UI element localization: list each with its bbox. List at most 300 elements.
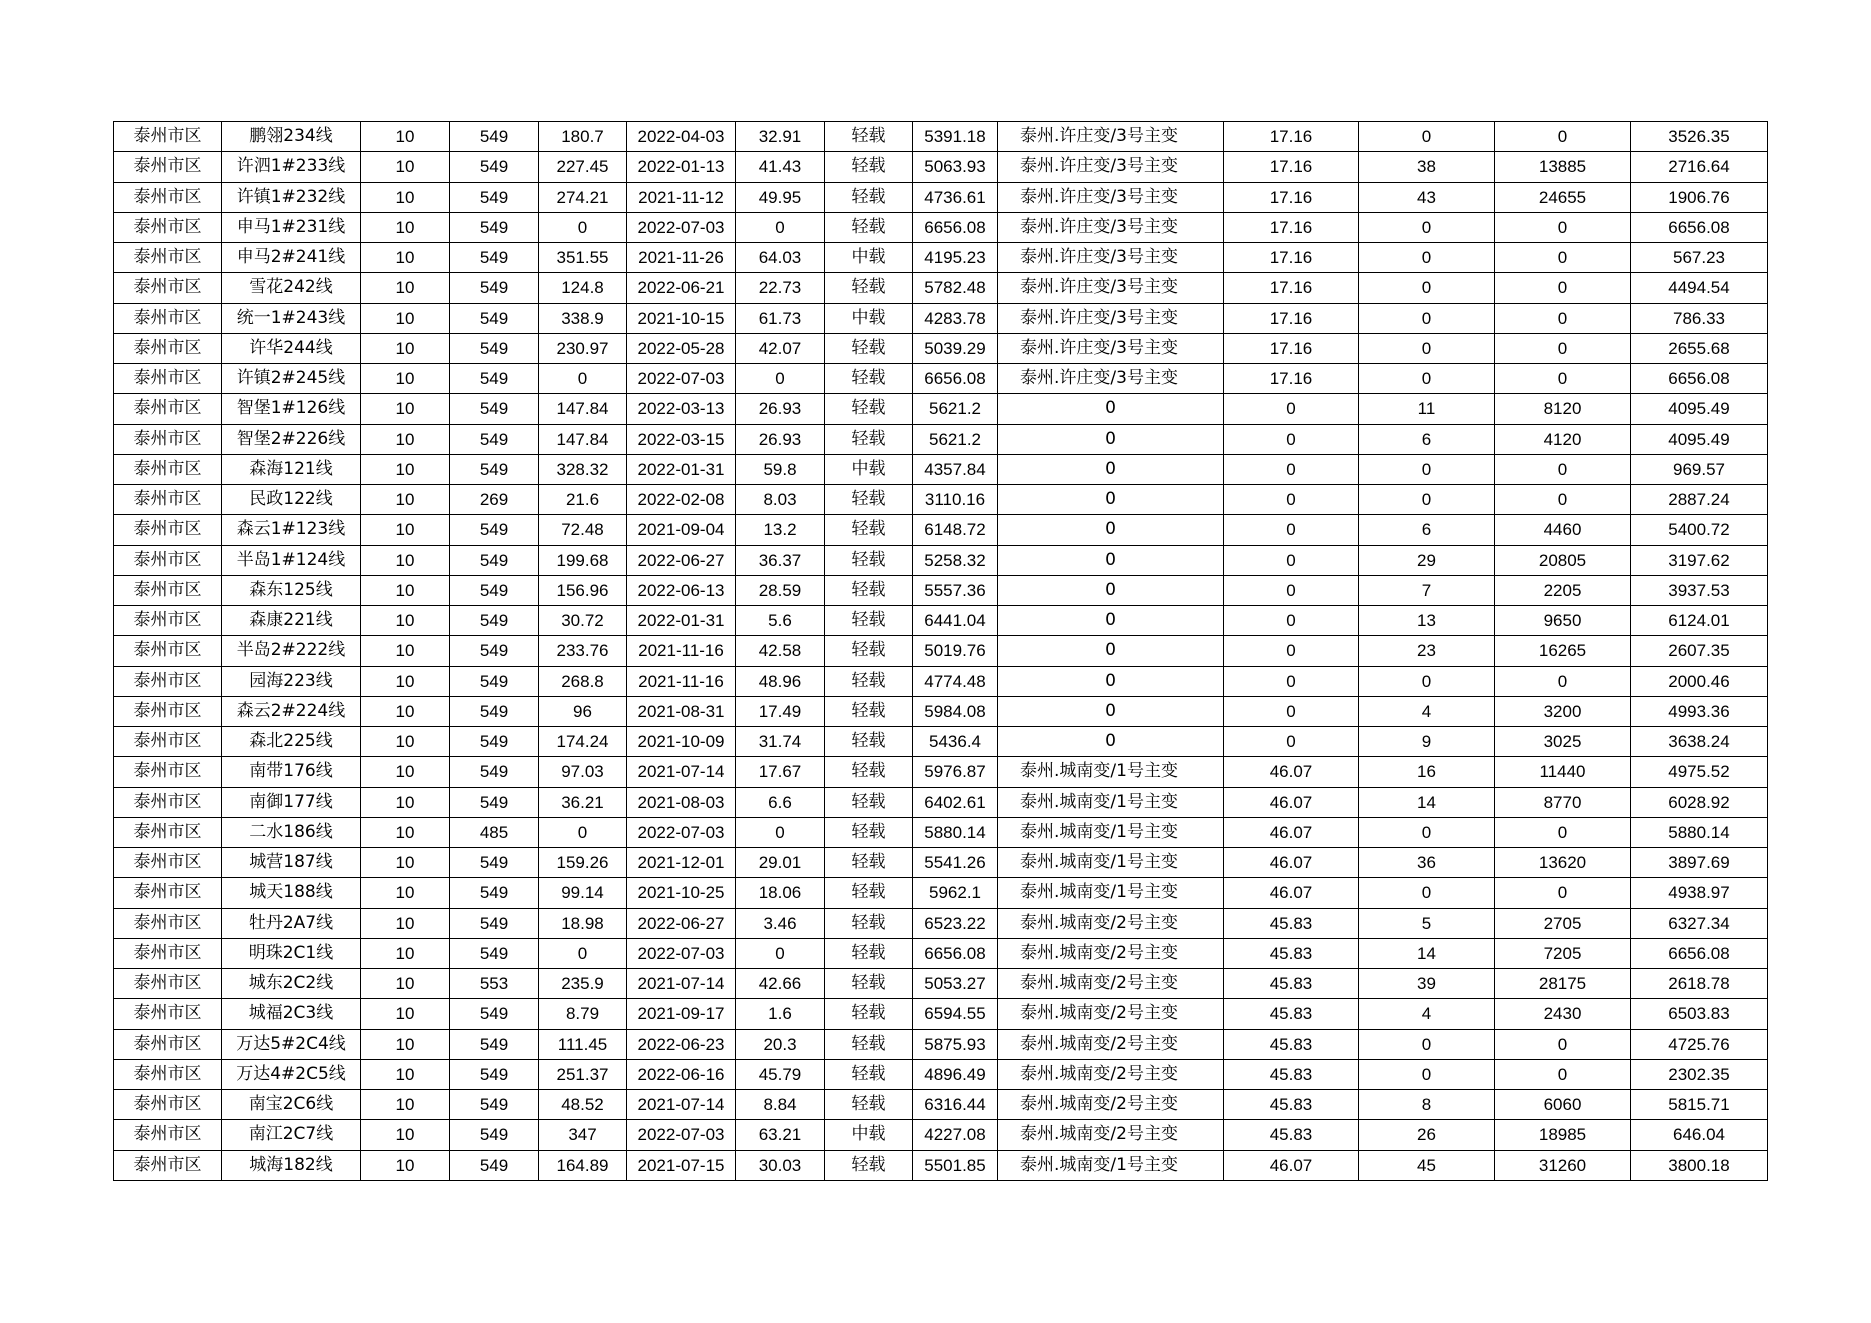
transformer-load-rate-cell: 0 [1224,666,1359,696]
region-cell: 泰州市区 [114,938,222,968]
load-status-cell: 中载 [825,1120,913,1150]
available-capacity-cell: 786.33 [1631,303,1768,333]
region-cell: 泰州市区 [114,212,222,242]
feeder-name-cell: 鹏翎234线 [222,122,361,152]
pending-count-cell: 23 [1359,636,1495,666]
date-cell: 2021-11-26 [627,243,736,273]
available-capacity-cell: 4494.54 [1631,273,1768,303]
remaining-capacity-cell: 5501.85 [913,1150,998,1180]
voltage-cell: 10 [361,606,450,636]
pending-count-cell: 29 [1359,545,1495,575]
pending-capacity-cell: 2430 [1495,999,1631,1029]
region-cell: 泰州市区 [114,666,222,696]
load-cell: 174.24 [539,727,627,757]
transformer-load-rate-cell: 46.07 [1224,817,1359,847]
rated-capacity-cell: 549 [450,454,539,484]
table-row [114,1120,1768,1150]
table-row [114,727,1768,757]
pending-count-cell: 0 [1359,817,1495,847]
load-cell: 268.8 [539,666,627,696]
substation-transformer-cell: 泰州.许庄变/3号主变 [998,273,1224,303]
remaining-capacity-cell: 5063.93 [913,152,998,182]
feeder-name-cell: 申马1#231线 [222,212,361,242]
region-cell: 泰州市区 [114,908,222,938]
load-rate-cell: 20.3 [736,1029,825,1059]
substation-transformer-cell: 泰州.城南变/2号主变 [998,1090,1224,1120]
table-row [114,787,1768,817]
load-cell: 274.21 [539,182,627,212]
rated-capacity-cell: 549 [450,273,539,303]
load-status-cell: 轻载 [825,817,913,847]
available-capacity-cell: 969.57 [1631,454,1768,484]
remaining-capacity-cell: 5541.26 [913,848,998,878]
region-cell: 泰州市区 [114,636,222,666]
rated-capacity-cell: 549 [450,243,539,273]
load-status-cell: 轻载 [825,575,913,605]
pending-capacity-cell: 3200 [1495,696,1631,726]
pending-count-cell: 0 [1359,273,1495,303]
pending-capacity-cell: 0 [1495,485,1631,515]
date-cell: 2021-09-04 [627,515,736,545]
available-capacity-cell: 6124.01 [1631,606,1768,636]
date-cell: 2022-04-03 [627,122,736,152]
load-status-cell: 轻载 [825,182,913,212]
substation-transformer-cell: 0 [998,727,1224,757]
voltage-cell: 10 [361,454,450,484]
load-status-cell: 轻载 [825,696,913,726]
substation-transformer-cell: 0 [998,666,1224,696]
feeder-name-cell: 万达5#2C4线 [222,1029,361,1059]
voltage-cell: 10 [361,1150,450,1180]
load-cell: 180.7 [539,122,627,152]
feeder-name-cell: 许镇2#245线 [222,364,361,394]
table-row [114,575,1768,605]
pending-capacity-cell: 3025 [1495,727,1631,757]
transformer-load-rate-cell: 0 [1224,424,1359,454]
substation-transformer-cell: 泰州.许庄变/3号主变 [998,152,1224,182]
pending-count-cell: 0 [1359,454,1495,484]
table-row [114,122,1768,152]
load-status-cell: 轻载 [825,424,913,454]
load-cell: 48.52 [539,1090,627,1120]
pending-count-cell: 0 [1359,333,1495,363]
feeder-name-cell: 智堡2#226线 [222,424,361,454]
pending-capacity-cell: 0 [1495,1029,1631,1059]
load-status-cell: 轻载 [825,1059,913,1089]
voltage-cell: 10 [361,878,450,908]
region-cell: 泰州市区 [114,817,222,847]
substation-transformer-cell: 0 [998,606,1224,636]
transformer-load-rate-cell: 0 [1224,696,1359,726]
load-status-cell: 轻载 [825,152,913,182]
date-cell: 2021-10-15 [627,303,736,333]
load-rate-cell: 42.07 [736,333,825,363]
feeder-name-cell: 南带176线 [222,757,361,787]
pending-capacity-cell: 20805 [1495,545,1631,575]
region-cell: 泰州市区 [114,333,222,363]
substation-transformer-cell: 泰州.城南变/1号主变 [998,878,1224,908]
available-capacity-cell: 2655.68 [1631,333,1768,363]
remaining-capacity-cell: 4896.49 [913,1059,998,1089]
rated-capacity-cell: 549 [450,333,539,363]
table-body [114,122,1768,1181]
rated-capacity-cell: 549 [450,212,539,242]
substation-transformer-cell: 泰州.许庄变/3号主变 [998,333,1224,363]
rated-capacity-cell: 549 [450,606,539,636]
pending-capacity-cell: 28175 [1495,969,1631,999]
region-cell: 泰州市区 [114,394,222,424]
voltage-cell: 10 [361,666,450,696]
load-cell: 251.37 [539,1059,627,1089]
load-rate-cell: 18.06 [736,878,825,908]
substation-transformer-cell: 泰州.城南变/2号主变 [998,1029,1224,1059]
load-rate-cell: 3.46 [736,908,825,938]
table-row [114,394,1768,424]
voltage-cell: 10 [361,1029,450,1059]
rated-capacity-cell: 549 [450,999,539,1029]
pending-capacity-cell: 9650 [1495,606,1631,636]
region-cell: 泰州市区 [114,757,222,787]
remaining-capacity-cell: 5053.27 [913,969,998,999]
transformer-load-rate-cell: 0 [1224,454,1359,484]
table-row [114,515,1768,545]
feeder-name-cell: 森云1#123线 [222,515,361,545]
load-status-cell: 轻载 [825,938,913,968]
date-cell: 2022-01-31 [627,454,736,484]
date-cell: 2022-01-13 [627,152,736,182]
voltage-cell: 10 [361,394,450,424]
date-cell: 2022-07-03 [627,938,736,968]
pending-capacity-cell: 0 [1495,666,1631,696]
load-status-cell: 轻载 [825,394,913,424]
pending-count-cell: 38 [1359,152,1495,182]
rated-capacity-cell: 553 [450,969,539,999]
pending-capacity-cell: 0 [1495,273,1631,303]
substation-transformer-cell: 泰州.城南变/1号主变 [998,848,1224,878]
substation-transformer-cell: 0 [998,515,1224,545]
table-row [114,1059,1768,1089]
available-capacity-cell: 4095.49 [1631,394,1768,424]
remaining-capacity-cell: 6148.72 [913,515,998,545]
pending-count-cell: 4 [1359,999,1495,1029]
feeder-name-cell: 二水186线 [222,817,361,847]
table-row [114,152,1768,182]
date-cell: 2022-03-15 [627,424,736,454]
load-status-cell: 轻载 [825,545,913,575]
available-capacity-cell: 2000.46 [1631,666,1768,696]
available-capacity-cell: 2607.35 [1631,636,1768,666]
region-cell: 泰州市区 [114,1120,222,1150]
feeder-name-cell: 半岛2#222线 [222,636,361,666]
rated-capacity-cell: 549 [450,636,539,666]
transformer-load-rate-cell: 0 [1224,515,1359,545]
pending-count-cell: 11 [1359,394,1495,424]
transformer-load-rate-cell: 0 [1224,394,1359,424]
pending-count-cell: 39 [1359,969,1495,999]
load-rate-cell: 0 [736,938,825,968]
voltage-cell: 10 [361,999,450,1029]
substation-transformer-cell: 0 [998,696,1224,726]
voltage-cell: 10 [361,727,450,757]
load-cell: 0 [539,364,627,394]
load-status-cell: 轻载 [825,787,913,817]
load-status-cell: 轻载 [825,727,913,757]
rated-capacity-cell: 549 [450,182,539,212]
table-row [114,182,1768,212]
table-row [114,817,1768,847]
rated-capacity-cell: 549 [450,364,539,394]
available-capacity-cell: 5400.72 [1631,515,1768,545]
voltage-cell: 10 [361,515,450,545]
pending-capacity-cell: 0 [1495,243,1631,273]
load-status-cell: 轻载 [825,485,913,515]
pending-capacity-cell: 13885 [1495,152,1631,182]
voltage-cell: 10 [361,273,450,303]
pending-count-cell: 0 [1359,1059,1495,1089]
date-cell: 2021-10-25 [627,878,736,908]
load-cell: 199.68 [539,545,627,575]
voltage-cell: 10 [361,152,450,182]
transformer-load-rate-cell: 46.07 [1224,1150,1359,1180]
rated-capacity-cell: 549 [450,575,539,605]
feeder-name-cell: 城东2C2线 [222,969,361,999]
feeder-name-cell: 园海223线 [222,666,361,696]
substation-transformer-cell: 泰州.城南变/2号主变 [998,908,1224,938]
load-cell: 124.8 [539,273,627,303]
voltage-cell: 10 [361,212,450,242]
transformer-load-rate-cell: 17.16 [1224,243,1359,273]
date-cell: 2022-06-23 [627,1029,736,1059]
pending-count-cell: 26 [1359,1120,1495,1150]
voltage-cell: 10 [361,848,450,878]
table-row [114,333,1768,363]
pending-capacity-cell: 0 [1495,122,1631,152]
load-cell: 0 [539,212,627,242]
remaining-capacity-cell: 6594.55 [913,999,998,1029]
pending-count-cell: 0 [1359,1029,1495,1059]
pending-count-cell: 7 [1359,575,1495,605]
rated-capacity-cell: 549 [450,545,539,575]
load-rate-cell: 1.6 [736,999,825,1029]
transformer-load-rate-cell: 17.16 [1224,303,1359,333]
transformer-load-rate-cell: 17.16 [1224,122,1359,152]
pending-capacity-cell: 0 [1495,303,1631,333]
voltage-cell: 10 [361,817,450,847]
region-cell: 泰州市区 [114,454,222,484]
pending-capacity-cell: 0 [1495,878,1631,908]
rated-capacity-cell: 549 [450,938,539,968]
rated-capacity-cell: 549 [450,908,539,938]
date-cell: 2021-09-17 [627,999,736,1029]
transformer-load-rate-cell: 0 [1224,545,1359,575]
load-status-cell: 中载 [825,303,913,333]
available-capacity-cell: 3197.62 [1631,545,1768,575]
load-rate-cell: 17.49 [736,696,825,726]
load-status-cell: 轻载 [825,969,913,999]
substation-transformer-cell: 泰州.城南变/1号主变 [998,1150,1224,1180]
load-cell: 0 [539,938,627,968]
feeder-name-cell: 统一1#243线 [222,303,361,333]
available-capacity-cell: 6327.34 [1631,908,1768,938]
region-cell: 泰州市区 [114,969,222,999]
region-cell: 泰州市区 [114,545,222,575]
transformer-load-rate-cell: 46.07 [1224,757,1359,787]
pending-capacity-cell: 16265 [1495,636,1631,666]
pending-capacity-cell: 2705 [1495,908,1631,938]
load-rate-cell: 22.73 [736,273,825,303]
remaining-capacity-cell: 6441.04 [913,606,998,636]
load-rate-cell: 26.93 [736,424,825,454]
load-cell: 235.9 [539,969,627,999]
available-capacity-cell: 6028.92 [1631,787,1768,817]
load-rate-cell: 0 [736,212,825,242]
transformer-load-rate-cell: 46.07 [1224,878,1359,908]
date-cell: 2022-06-27 [627,545,736,575]
load-status-cell: 轻载 [825,1150,913,1180]
feeder-name-cell: 许镇1#232线 [222,182,361,212]
substation-transformer-cell: 0 [998,394,1224,424]
date-cell: 2022-02-08 [627,485,736,515]
rated-capacity-cell: 549 [450,1150,539,1180]
rated-capacity-cell: 549 [450,787,539,817]
remaining-capacity-cell: 4774.48 [913,666,998,696]
available-capacity-cell: 5815.71 [1631,1090,1768,1120]
remaining-capacity-cell: 5019.76 [913,636,998,666]
load-cell: 99.14 [539,878,627,908]
feeder-name-cell: 智堡1#126线 [222,394,361,424]
remaining-capacity-cell: 5039.29 [913,333,998,363]
date-cell: 2022-07-03 [627,1120,736,1150]
load-rate-cell: 31.74 [736,727,825,757]
voltage-cell: 10 [361,696,450,726]
region-cell: 泰州市区 [114,1059,222,1089]
substation-transformer-cell: 0 [998,424,1224,454]
region-cell: 泰州市区 [114,696,222,726]
voltage-cell: 10 [361,122,450,152]
load-cell: 0 [539,817,627,847]
voltage-cell: 10 [361,1059,450,1089]
feeder-name-cell: 雪花242线 [222,273,361,303]
pending-count-cell: 9 [1359,727,1495,757]
voltage-cell: 10 [361,757,450,787]
date-cell: 2022-05-28 [627,333,736,363]
voltage-cell: 10 [361,243,450,273]
pending-capacity-cell: 11440 [1495,757,1631,787]
load-status-cell: 轻载 [825,333,913,363]
substation-transformer-cell: 泰州.许庄变/3号主变 [998,212,1224,242]
load-status-cell: 轻载 [825,1029,913,1059]
available-capacity-cell: 6656.08 [1631,212,1768,242]
load-status-cell: 轻载 [825,757,913,787]
rated-capacity-cell: 269 [450,485,539,515]
transformer-load-rate-cell: 46.07 [1224,848,1359,878]
date-cell: 2021-11-16 [627,636,736,666]
table-row [114,636,1768,666]
available-capacity-cell: 6656.08 [1631,364,1768,394]
available-capacity-cell: 2302.35 [1631,1059,1768,1089]
rated-capacity-cell: 549 [450,1059,539,1089]
pending-count-cell: 6 [1359,515,1495,545]
remaining-capacity-cell: 5976.87 [913,757,998,787]
load-cell: 97.03 [539,757,627,787]
date-cell: 2021-07-14 [627,757,736,787]
transformer-load-rate-cell: 45.83 [1224,1090,1359,1120]
load-rate-cell: 17.67 [736,757,825,787]
date-cell: 2021-11-12 [627,182,736,212]
available-capacity-cell: 6503.83 [1631,999,1768,1029]
pending-count-cell: 0 [1359,243,1495,273]
region-cell: 泰州市区 [114,878,222,908]
transformer-load-rate-cell: 17.16 [1224,212,1359,242]
available-capacity-cell: 4975.52 [1631,757,1768,787]
region-cell: 泰州市区 [114,1029,222,1059]
table-row [114,938,1768,968]
substation-transformer-cell: 泰州.许庄变/3号主变 [998,243,1224,273]
feeder-name-cell: 南江2C7线 [222,1120,361,1150]
feeder-name-cell: 森东125线 [222,575,361,605]
remaining-capacity-cell: 5391.18 [913,122,998,152]
remaining-capacity-cell: 5436.4 [913,727,998,757]
transformer-load-rate-cell: 0 [1224,575,1359,605]
load-cell: 156.96 [539,575,627,605]
table-row [114,243,1768,273]
load-cell: 227.45 [539,152,627,182]
load-rate-cell: 26.93 [736,394,825,424]
region-cell: 泰州市区 [114,515,222,545]
pending-capacity-cell: 6060 [1495,1090,1631,1120]
remaining-capacity-cell: 4357.84 [913,454,998,484]
voltage-cell: 10 [361,485,450,515]
available-capacity-cell: 567.23 [1631,243,1768,273]
table-row [114,969,1768,999]
load-rate-cell: 5.6 [736,606,825,636]
feeder-name-cell: 申马2#241线 [222,243,361,273]
date-cell: 2022-07-03 [627,212,736,242]
pending-capacity-cell: 0 [1495,817,1631,847]
feeder-name-cell: 万达4#2C5线 [222,1059,361,1089]
pending-count-cell: 0 [1359,122,1495,152]
feeder-name-cell: 城营187线 [222,848,361,878]
remaining-capacity-cell: 3110.16 [913,485,998,515]
table-row [114,1090,1768,1120]
feeder-name-cell: 明珠2C1线 [222,938,361,968]
substation-transformer-cell: 泰州.许庄变/3号主变 [998,182,1224,212]
voltage-cell: 10 [361,364,450,394]
load-rate-cell: 42.58 [736,636,825,666]
remaining-capacity-cell: 6656.08 [913,212,998,242]
pending-count-cell: 0 [1359,364,1495,394]
pending-count-cell: 0 [1359,666,1495,696]
transformer-load-rate-cell: 45.83 [1224,999,1359,1029]
date-cell: 2022-06-13 [627,575,736,605]
transformer-load-rate-cell: 45.83 [1224,1059,1359,1089]
remaining-capacity-cell: 5621.2 [913,424,998,454]
pending-count-cell: 45 [1359,1150,1495,1180]
load-rate-cell: 64.03 [736,243,825,273]
substation-transformer-cell: 泰州.城南变/2号主变 [998,938,1224,968]
substation-transformer-cell: 泰州.城南变/2号主变 [998,999,1224,1029]
available-capacity-cell: 3800.18 [1631,1150,1768,1180]
load-cell: 328.32 [539,454,627,484]
load-rate-cell: 0 [736,817,825,847]
substation-transformer-cell: 0 [998,485,1224,515]
table-row [114,485,1768,515]
feeder-name-cell: 森海121线 [222,454,361,484]
pending-capacity-cell: 0 [1495,1059,1631,1089]
available-capacity-cell: 1906.76 [1631,182,1768,212]
region-cell: 泰州市区 [114,575,222,605]
pending-capacity-cell: 8770 [1495,787,1631,817]
